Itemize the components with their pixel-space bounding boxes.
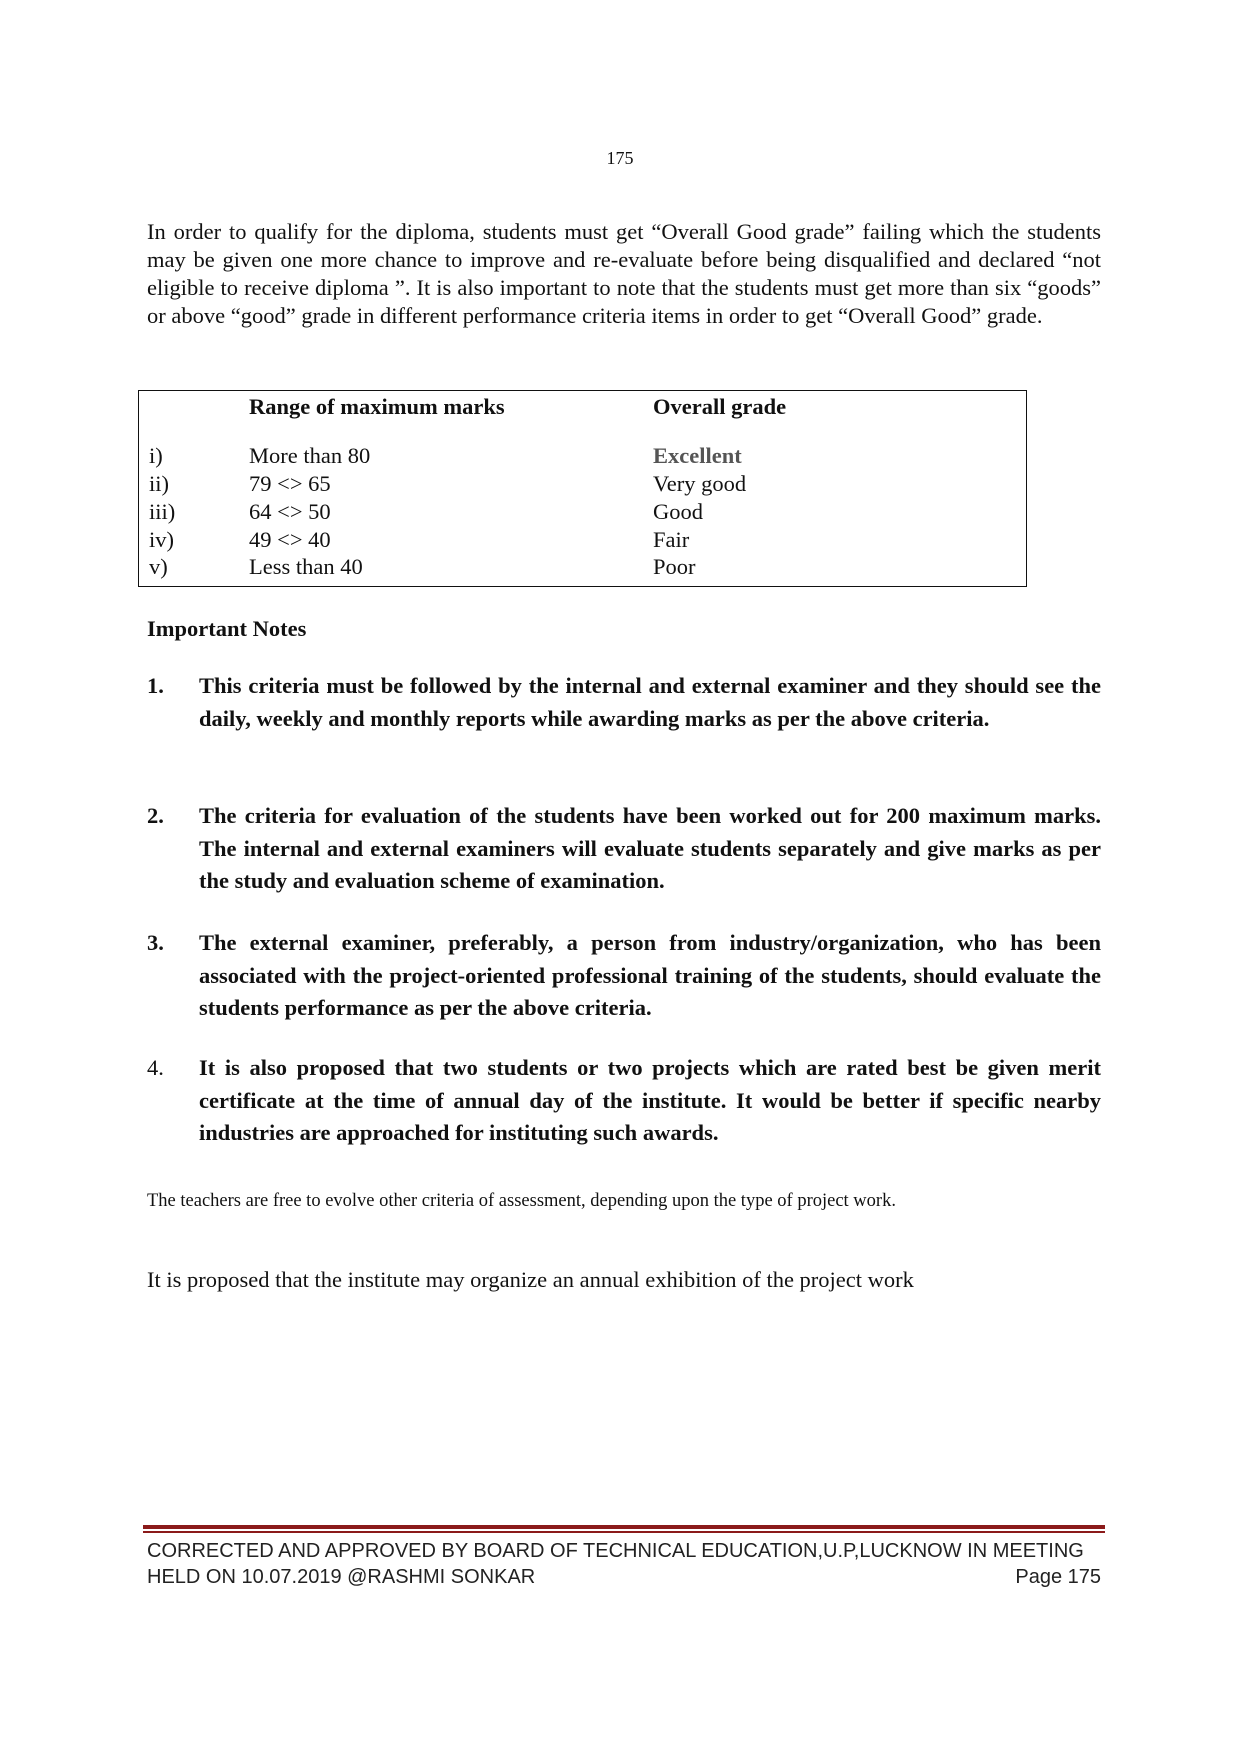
row-index: i) (149, 443, 163, 468)
row-index: ii) (149, 471, 169, 496)
row-index: v) (149, 554, 168, 579)
footer-rule (143, 1525, 1105, 1529)
note-text: This criteria must be followed by the internal and external examiner and they should see the daily, weekly and monthly reports while awarding marks as per the above criteria. (199, 673, 1101, 731)
note-number: 2. (147, 803, 164, 828)
note-text: The criteria for evaluation of the students have been worked out for 200 maximum marks. The internal and external examiners will evaluate students separately and give marks as per the study and evaluation scheme of examination. (199, 803, 1101, 893)
footer-line-2: HELD ON 10.07.2019 @RASHMI SONKAR (147, 1566, 536, 1588)
table-row (139, 471, 1026, 499)
grade-table (138, 390, 1027, 587)
row-range: 79 <> 65 (249, 471, 331, 496)
note-text: The external examiner, preferably, a person from industry/organization, who has been associated with the project-oriented professional training of the students, should evaluate the students performance as per the above criteria. (199, 930, 1101, 1020)
note-text: It is also proposed that two students or two projects which are rated best be given merit certificate at the time of annual day of the institute. It would be better if specific nearby industries are approached for instituting such awards. (199, 1055, 1101, 1145)
closing-line: It is proposed that the institute may organize an annual exhibition of the project work (147, 1267, 914, 1292)
row-index: iv) (149, 527, 174, 552)
note-number: 4. (147, 1055, 164, 1080)
row-range: 49 <> 40 (249, 527, 331, 552)
page-number: 175 (606, 148, 634, 168)
table-row (139, 527, 1026, 555)
row-grade: Excellent (653, 443, 742, 468)
row-grade: Good (653, 499, 703, 524)
row-range: Less than 40 (249, 554, 363, 579)
table-header-grade: Overall grade (653, 394, 787, 419)
row-index: iii) (149, 499, 176, 524)
footer-line-2-row (147, 1566, 1101, 1589)
table-row (139, 443, 1026, 471)
table-row (139, 554, 1026, 582)
row-range: More than 80 (249, 443, 371, 468)
footer-line-1: CORRECTED AND APPROVED BY BOARD OF TECHNICAL EDUCATION,U.P,LUCKNOW IN MEETING (147, 1540, 1084, 1562)
row-grade: Very good (653, 471, 747, 496)
row-grade: Fair (653, 527, 690, 552)
row-grade: Poor (653, 554, 696, 579)
table-row (139, 499, 1026, 527)
intro-paragraph: In order to qualify for the diploma, students must get “Overall Good grade” failing which the students may be given one more chance to improve and re-evaluate before being disqualified and declared “not eligible to receive diploma ”. It is also important to note that the students must get more than six “goods” or above “good” grade in different performance criteria items in order to get “Overall Good” grade. (147, 219, 1101, 328)
note-number: 3. (147, 930, 164, 955)
footer-rule-thin (143, 1531, 1105, 1533)
table-header-range: Range of maximum marks (249, 394, 505, 419)
row-range: 64 <> 50 (249, 499, 331, 524)
notes-heading: Important Notes (147, 616, 307, 641)
footer-page-label: Page 175 (1015, 1566, 1101, 1588)
note-number: 1. (147, 673, 164, 698)
teachers-note: The teachers are free to evolve other criteria of assessment, depending upon the type of project work. (147, 1191, 896, 1211)
